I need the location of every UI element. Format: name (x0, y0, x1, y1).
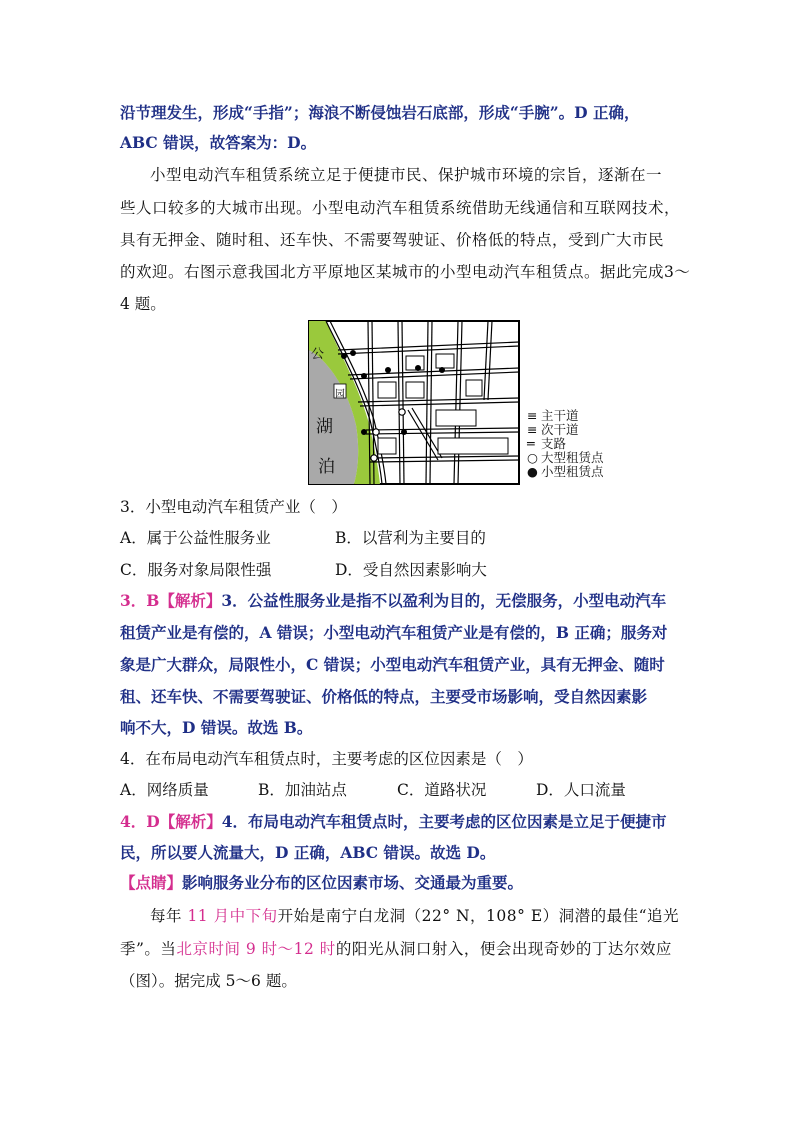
q3-answer-line-3: 象是广大群众，局限性小，C 错误；小型电动汽车租赁产业，具有无押金、随时 (120, 655, 665, 674)
q3-answer-line-4: 租、还车快、不需要驾驶证、价格低的特点，主要受市场影响，受自然因素影 (120, 687, 648, 706)
q4-option-c: C．道路状况 (397, 781, 487, 799)
q3-option-c: C．服务对象局限性强 (120, 561, 272, 579)
q4-option-a: A．网络质量 (120, 781, 209, 799)
q3-option-a: A．属于公益性服务业 (120, 529, 271, 547)
q4-stem: 4．在布局电动汽车租赁点时，主要考虑的区位因素是（ ） (120, 750, 533, 768)
q4-answer-line-2: 民，所以要人流量大，D 正确，ABC 错误。故选 D。 (120, 843, 496, 862)
q4-option-b: B．加油站点 (258, 781, 347, 799)
passage2-line-3: （图）。据完成 5～6 题。 (120, 972, 297, 990)
q3-answer-line-1: 3．B【解析】3．公益性服务业是指不以盈利为目的，无偿服务，小型电动汽车 (120, 591, 667, 610)
passage-line-4: 的欢迎。右图示意我国北方平原地区某城市的小型电动汽车租赁点。据此完成3～ (120, 263, 691, 281)
map-legend (527, 409, 604, 479)
park-label-1: 公 (311, 347, 325, 362)
lake-label-2: 泊 (318, 457, 335, 477)
q3-answer-line-5: 响不大，D 错误。故选 B。 (120, 718, 313, 737)
legend-large-rental: ○ 大型租赁点 (527, 450, 604, 465)
legend-branch-road: ═ 支路 (527, 436, 567, 451)
legend-small-rental: ● 小型租赁点 (527, 464, 604, 479)
q3-stem: 3．小型电动汽车租赁产业（ ） (120, 498, 347, 516)
intro-line-1: 沿节理发生，形成“手指”；海浪不断侵蚀岩石底部，形成“手腕”。D 正确， (120, 103, 640, 122)
passage2-line-1: 每年 11 月中下旬开始是南宁白龙洞（22° N，108° E）洞潜的最佳“追光 (150, 907, 680, 925)
q3-option-b: B．以营利为主要目的 (335, 529, 486, 547)
intro-line-2: ABC 错误，故答案为：D。 (120, 133, 317, 152)
q4-option-d: D．人口流量 (536, 781, 626, 799)
q3-answer-line-2: 租赁产业是有偿的，A 错误；小型电动汽车租赁产业是有偿的，B 正确；服务对 (120, 623, 668, 642)
passage-line-2: 些人口较多的大城市出现。小型电动汽车租赁系统借助无线通信和互联网技术， (120, 199, 681, 217)
lake-label-1: 湖 (316, 417, 333, 437)
passage-line-3: 具有无押金、随时租、还车快、不需要驾驶证、价格低的特点，受到广大市民 (120, 231, 665, 249)
q3-option-d: D．受自然因素影响大 (335, 561, 487, 579)
passage-line-1: 小型电动汽车租赁系统立足于便捷市民、保护城市环境的宗旨，逐渐在一 (150, 166, 663, 184)
q4-tip: 【点睛】影响服务业分布的区位因素市场、交通最为重要。 (120, 873, 524, 892)
q4-answer-line-1: 4．D【解析】4．布局电动汽车租赁点时，主要考虑的区位因素是立足于便捷市 (120, 812, 667, 831)
park-label-2: 园 (335, 389, 345, 400)
city-map-svg (308, 320, 520, 485)
passage-line-5: 4 题。 (120, 295, 166, 313)
legend-secondary-road: ≡ 次干道 (527, 422, 579, 437)
passage2-line-2: 季”。当北京时间 9 时～12 时的阳光从洞口射入，便会出现奇妙的丁达尔效应 (120, 940, 672, 958)
legend-main-road: ≡ 主干道 (527, 408, 579, 423)
city-map-figure (308, 320, 520, 485)
